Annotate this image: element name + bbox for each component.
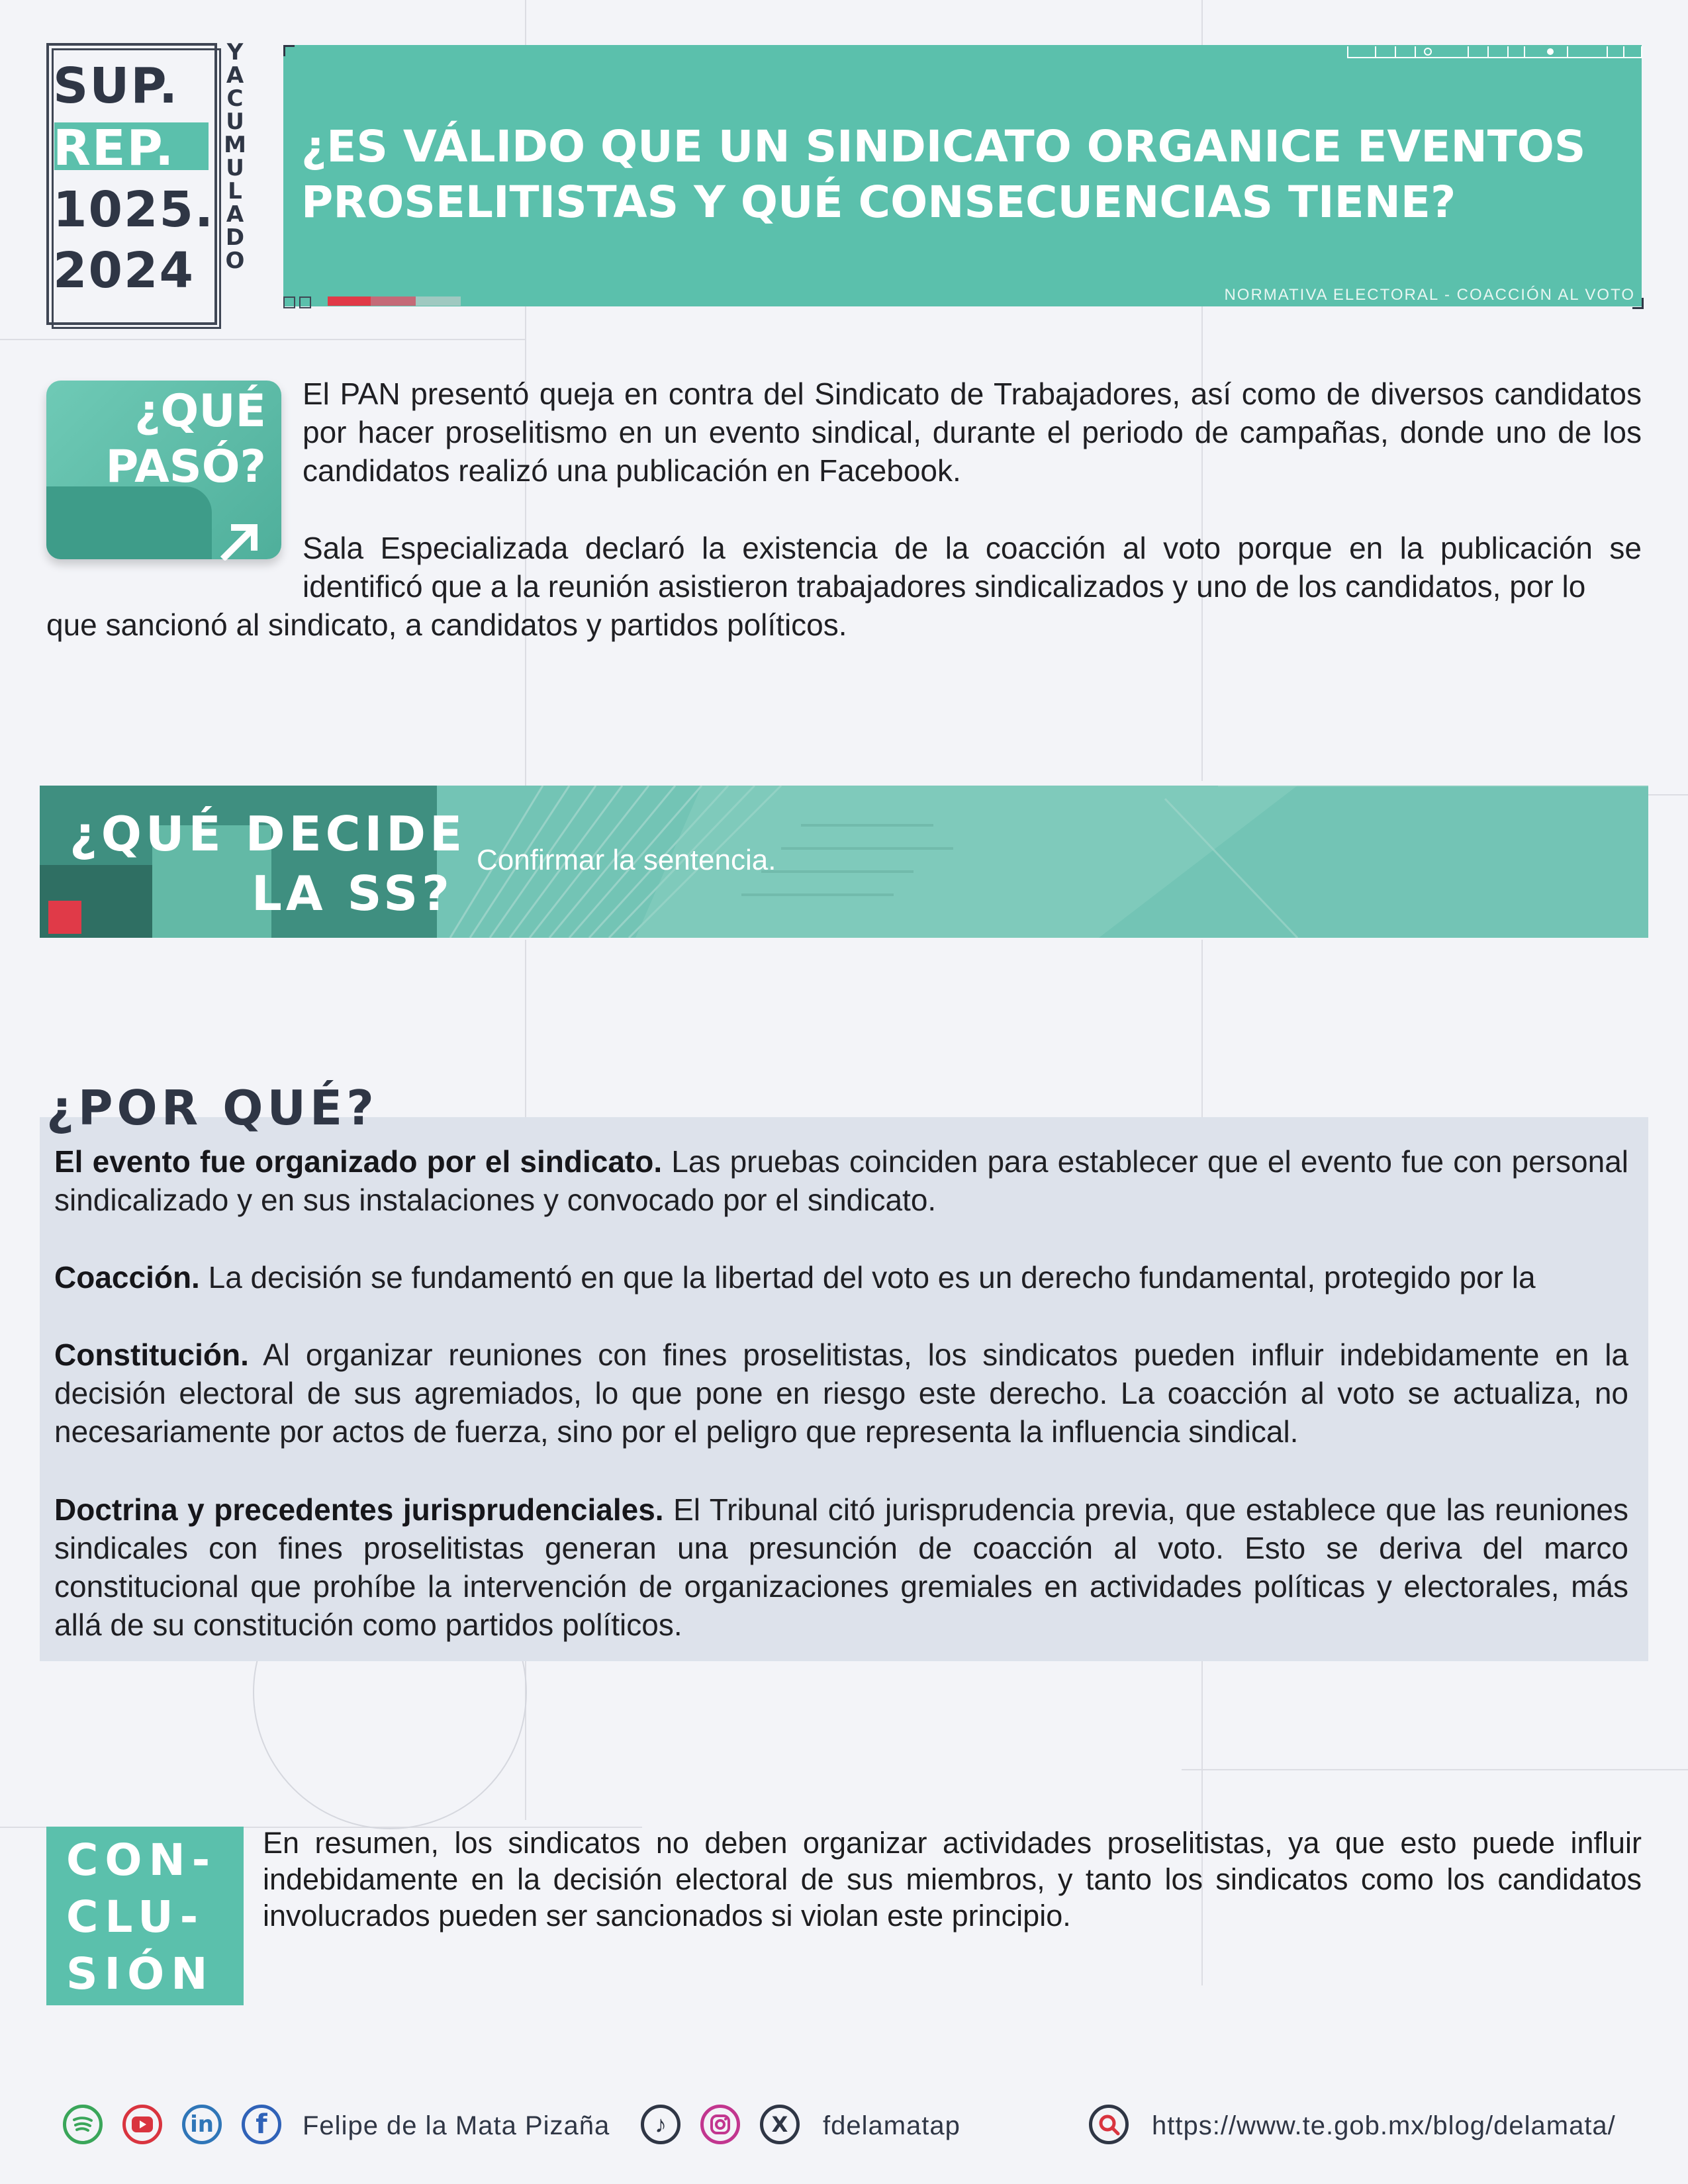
youtube-icon[interactable] xyxy=(122,2105,162,2144)
conclusion-title-line-3: SIÓN xyxy=(66,1948,214,1999)
case-side-letter: U xyxy=(226,109,244,135)
instagram-icon[interactable] xyxy=(700,2105,740,2144)
por-que-item xyxy=(54,1142,1628,1219)
conclusion-title xyxy=(66,1832,232,2003)
case-side-letter: Y xyxy=(226,39,244,66)
case-line-2: REP. xyxy=(53,120,175,177)
topic-tag: NORMATIVA ELECTORAL - COACCIÓN AL VOTO xyxy=(1224,286,1635,304)
que-paso-paragraph-2-tail: que sancionó al sindicato, a candidatos y partidos políticos. xyxy=(46,608,847,642)
por-que-item xyxy=(54,1258,1628,1297)
conclusion-title-line-2: CLU- xyxy=(66,1891,205,1942)
que-decide-title-line-1: ¿QUÉ DECIDE xyxy=(70,806,467,862)
linkedin-icon[interactable]: in xyxy=(182,2105,222,2144)
grid-line xyxy=(0,339,526,340)
por-que-item-heading: Doctrina y precedentes jurisprudenciales. xyxy=(54,1492,664,1527)
que-decide-answer: Confirmar la sentencia. xyxy=(477,844,776,876)
deco-bar xyxy=(416,296,461,306)
arrow-up-right-icon xyxy=(220,521,259,561)
case-side-letter: C xyxy=(226,85,244,112)
ruler-decoration xyxy=(1347,46,1642,58)
case-line-4: 2024 xyxy=(53,242,195,299)
por-que-item-heading: Coacción. xyxy=(54,1260,200,1295)
tiktok-icon[interactable]: ♪ xyxy=(641,2105,680,2144)
banner-corner xyxy=(283,45,295,56)
por-que-item-text: Al organizar reuniones con fines proselitistas, los sindicatos pueden influir indebidamente en la decisión electoral de sus agremiados, lo que pone en riesgo este derecho. La coacción al voto se actualiza, no necesariamente por actos de fuerza, sino por el peligro que representa la influencia sindical. xyxy=(54,1338,1628,1449)
case-side-letter: L xyxy=(228,178,242,205)
que-decide-title-line-2: LA SS? xyxy=(252,866,453,921)
footer-handle[interactable]: fdelamatap xyxy=(823,2111,961,2140)
por-que-item-text: Las pruebas coinciden para establecer que el evento fue con personal sindicalizado y en sus instalaciones y convocado por el sindicato. xyxy=(54,1144,1628,1217)
case-line-1: SUP. xyxy=(53,58,179,114)
facebook-icon[interactable]: f xyxy=(242,2105,281,2144)
footer-url[interactable]: https://www.te.gob.mx/blog/delamata/ xyxy=(1152,2111,1616,2140)
por-que-title: ¿POR QUÉ? xyxy=(46,1080,378,1136)
red-accent-square xyxy=(48,901,81,934)
por-que-item-heading: El evento fue organizado por el sindicato. xyxy=(54,1144,663,1179)
que-paso-paragraph-1: El PAN presentó queja en contra del Sindicato de Trabajadores, así como de diversos candidatos por hacer proselitismo en un evento sindical, durante el periodo de campañas, donde uno de los candidatos realizó una publicación en Facebook. xyxy=(303,377,1642,488)
que-paso-title-line-2: PASÓ? xyxy=(105,441,266,493)
deco-square xyxy=(283,296,295,308)
x-icon[interactable]: X xyxy=(760,2105,800,2144)
footer-author[interactable]: Felipe de la Mata Pizaña xyxy=(303,2111,610,2140)
deco-bar xyxy=(328,296,371,306)
que-paso-title xyxy=(60,384,266,495)
page-title xyxy=(301,119,1592,230)
case-side-letter: D xyxy=(225,224,245,251)
por-que-item xyxy=(54,1490,1628,1644)
tile-shade xyxy=(46,486,212,559)
spotify-icon[interactable] xyxy=(63,2105,103,2144)
por-que-item-text: El Tribunal citó jurisprudencia previa, que establece que las reuniones sindicales con fines proselitistas generan una presunción de coacción al voto. Esto se deriva del marco constitucional que prohíbe la intervención de organizaciones gremiales en actividades políticas y electorales, más allá de su constitución como partidos políticos. xyxy=(54,1492,1628,1642)
case-side-letter: O xyxy=(225,248,245,274)
por-que-item xyxy=(54,1336,1628,1451)
por-que-item-text: La decisión se fundamentó en que la libertad del voto es un derecho fundamental, protegido por la xyxy=(199,1260,1536,1295)
conclusion-text: En resumen, los sindicatos no deben organizar actividades proselitistas, ya que esto puede influir indebidamente en la decisión electoral de sus miembros, y tanto los sindicatos como los candidatos involucrados pueden ser sancionados si violan este principio. xyxy=(263,1826,1642,1933)
deco-square xyxy=(299,296,311,308)
que-paso-title-line-1: ¿QUÉ xyxy=(134,385,266,437)
que-paso-paragraph-2: Sala Especializada declaró la existencia de la coacción al voto porque en la publicación se identificó que a la reunión asistieron trabajadores sindicalizados y uno de los candidatos, por lo xyxy=(303,531,1642,604)
search-icon[interactable] xyxy=(1089,2105,1129,2144)
deco-bar xyxy=(371,296,416,306)
case-side-letter: M xyxy=(224,132,246,158)
conclusion-title-line-1: CON- xyxy=(66,1835,217,1886)
case-line-3: 1025. xyxy=(53,181,215,238)
case-side-letter: A xyxy=(226,62,244,89)
case-side-label xyxy=(218,41,252,273)
case-side-letter: U xyxy=(226,155,244,181)
page-title-line-2: PROSELITISTAS Y QUÉ CONSECUENCIAS TIENE? xyxy=(301,177,1456,228)
por-que-item-heading: Constitución. xyxy=(54,1338,249,1372)
page-title-line-1: ¿ES VÁLIDO QUE UN SINDICATO ORGANICE EVENTOS xyxy=(301,121,1586,172)
grid-line xyxy=(1182,1769,1688,1770)
case-side-letter: A xyxy=(226,201,244,228)
